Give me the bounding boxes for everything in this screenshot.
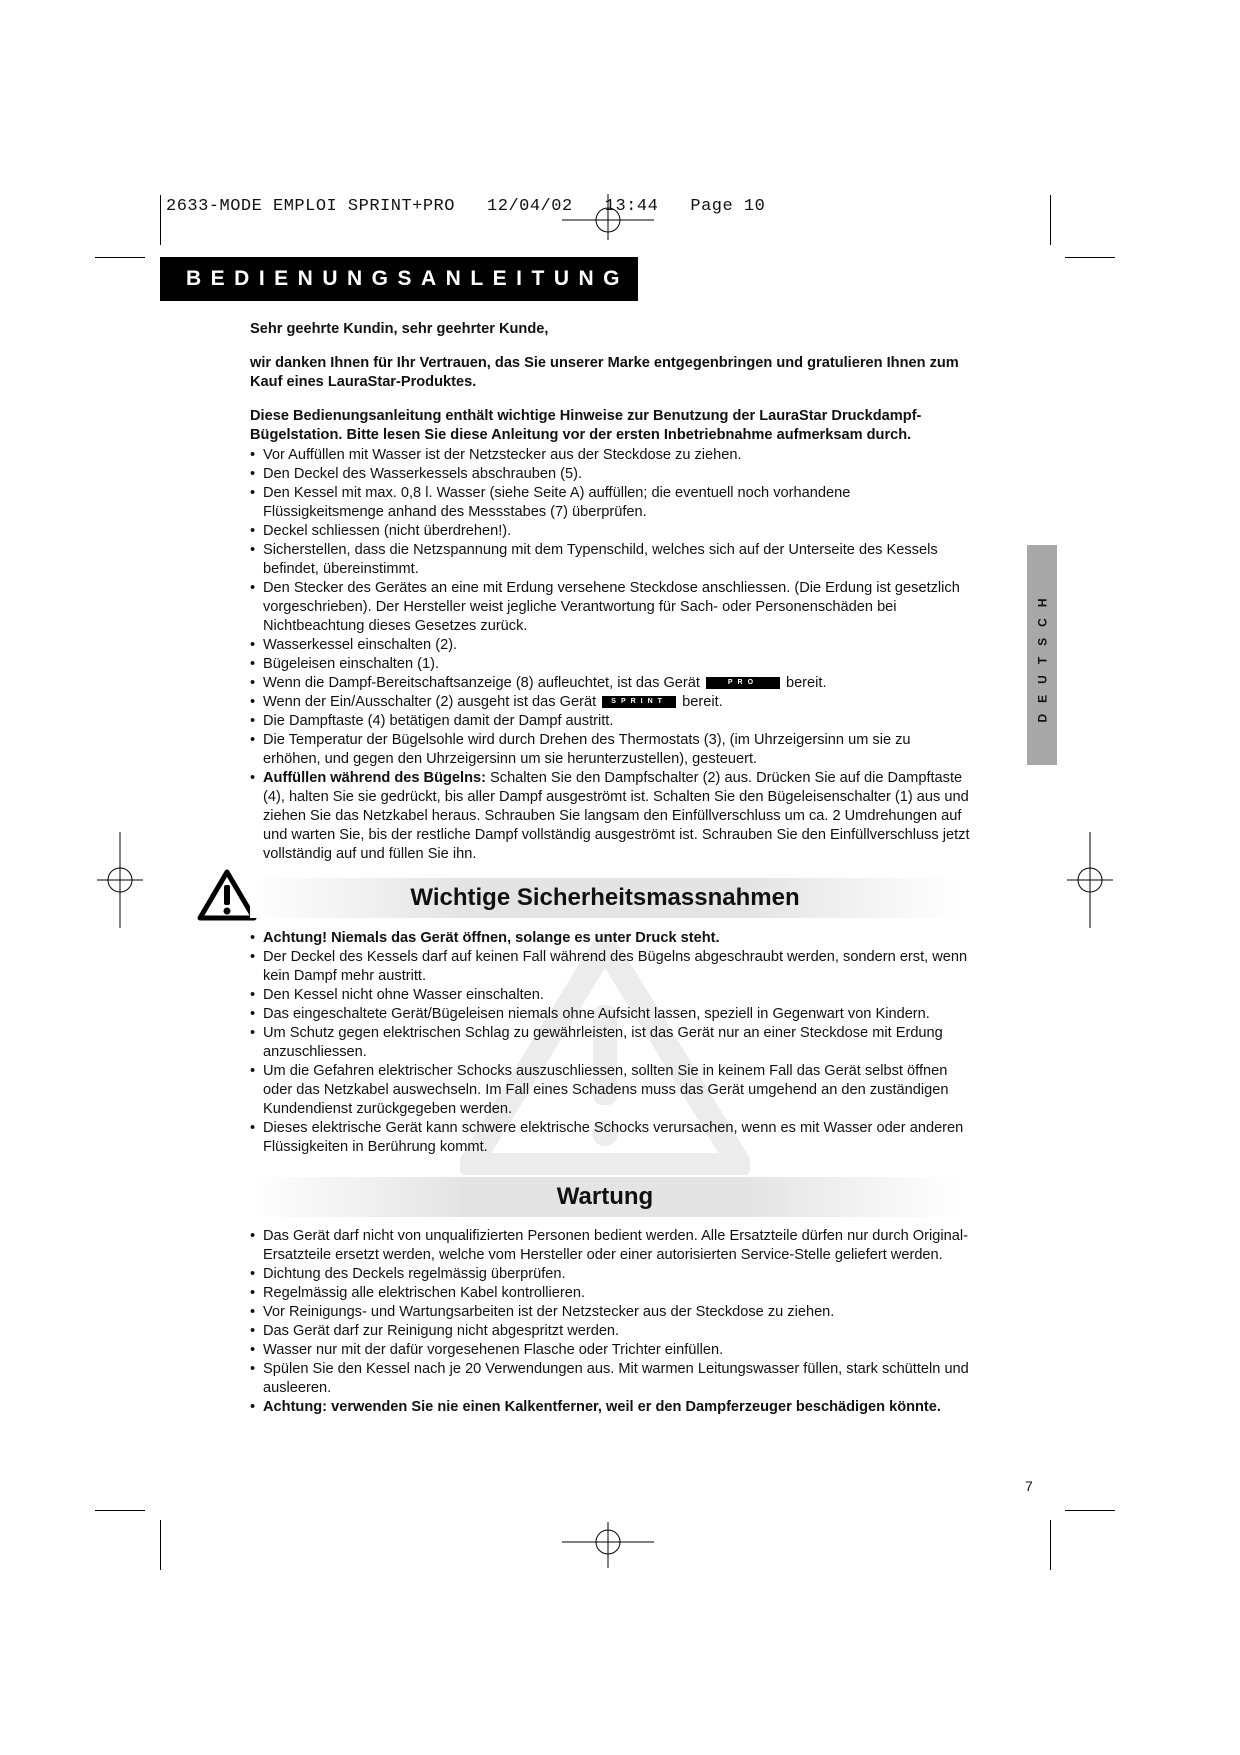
list-item: • Deckel schliessen (nicht überdrehen!).	[250, 522, 970, 541]
list-item: • Wasser nur mit der dafür vorgesehenen Flasche oder Trichter einfüllen.	[250, 1341, 970, 1360]
greeting: Sehr geehrte Kundin, sehr geehrter Kunde,	[250, 321, 549, 337]
list-item: • Sicherstellen, dass die Netzspannung mit dem Typenschild, welches sich auf der Unterseite des Kessels befindet, übereinstimmt.	[250, 541, 970, 579]
list-item	[250, 929, 970, 948]
warning-triangle-icon	[196, 868, 258, 922]
crop-mark-bottom-right-v	[1050, 1520, 1051, 1570]
maintenance-last-bold: Achtung: verwenden Sie nie einen Kalkentferner, weil er den Dampferzeuger beschädigen könnte.	[263, 1399, 941, 1415]
list-item: • Um Schutz gegen elektrischen Schlag zu gewährleisten, ist das Gerät nur an einer Steckdose mit Erdung anzuschliessen.	[250, 1024, 970, 1062]
list-item: • Den Stecker des Gerätes an eine mit Erdung versehene Steckdose anschliessen. (Die Erdung ist gesetzlich vorgeschrieben). Der Hersteller weist jegliche Verantwortung für Sach- oder Personenschäden bei Nichtbeachtung dieses Gesetzes zurück.	[250, 579, 970, 636]
refill-bold: Auffüllen während des Bügelns:	[263, 770, 486, 786]
intro-block	[250, 320, 970, 460]
sprint-line-after: bereit.	[682, 694, 723, 710]
page-title: BEDIENUNGSANLEITUNG	[160, 257, 638, 301]
crop-mark-top-left-h	[95, 257, 145, 258]
crop-mark-top-left-v	[160, 195, 161, 245]
pro-line-after: bereit.	[785, 675, 827, 691]
list-item: • Spülen Sie den Kessel nach je 20 Verwendungen aus. Mit warmen Leitungswasser füllen, stark schütteln und ausleeren.	[250, 1360, 970, 1398]
side-tab-label: DEUTSCH	[1035, 587, 1050, 723]
crop-mark-top-right-h	[1065, 257, 1115, 258]
maintenance-heading: Wartung	[250, 1177, 960, 1217]
list-item	[250, 1398, 970, 1417]
crop-mark-bottom-right-h	[1065, 1510, 1115, 1511]
list-item: • Vor Reinigungs- und Wartungsarbeiten ist der Netzstecker aus der Steckdose zu ziehen.	[250, 1303, 970, 1322]
pro-tag: PRO	[706, 677, 780, 689]
maintenance-block	[250, 1227, 970, 1417]
registration-mark-icon	[1065, 830, 1115, 930]
page-number: 7	[1025, 1478, 1033, 1494]
notice-text: Diese Bedienungsanleitung enthält wichtige Hinweise zur Benutzung der LauraStar Druckdampf-Bügelstation. Bitte lesen Sie diese Anleitung vor der ersten Inbetriebnahme aufmerksam durch.	[250, 408, 922, 443]
sprint-line-text: Wenn der Ein/Ausschalter (2) ausgeht ist das Gerät	[263, 694, 597, 710]
thanks-text: wir danken Ihnen für Ihr Vertrauen, das Sie unserer Marke entgegenbringen und gratulieren Ihnen zum Kauf eines LauraStar-Produktes.	[250, 355, 959, 390]
crop-mark-bottom-left-v	[160, 1520, 161, 1570]
list-item: • Bügeleisen einschalten (1).	[250, 655, 970, 674]
instructions-block	[250, 446, 970, 864]
sprint-tag: SPRINT	[602, 696, 676, 708]
list-item: • Den Kessel nicht ohne Wasser einschalten.	[250, 986, 970, 1005]
list-item: • Vor Auffüllen mit Wasser ist der Netzstecker aus der Steckdose zu ziehen.	[250, 446, 970, 465]
list-item: • Das Gerät darf zur Reinigung nicht abgespritzt werden.	[250, 1322, 970, 1341]
list-item: • Die Dampftaste (4) betätigen damit der Dampf austritt.	[250, 712, 970, 731]
list-item: • Die Temperatur der Bügelsohle wird durch Drehen des Thermostats (3), (im Uhrzeigersinn um sie zu erhöhen, und gegen den Uhrzeigersinn um sie herunterzustellen), gesteuert.	[250, 731, 970, 769]
safety-block	[250, 929, 970, 1157]
list-item: • Den Kessel mit max. 0,8 l. Wasser (siehe Seite A) auffüllen; die eventuell noch vorhandene Flüssigkeitsmenge anhand des Messstabes (7) überprüfen.	[250, 484, 970, 522]
safety-list	[250, 929, 970, 1157]
refill-text: Schalten Sie den Dampfschalter (2) aus. Drücken Sie auf die Dampftaste (4), halten Sie sie gedrückt, bis aller Dampf ausgeströmt ist. Schalten Sie den Bügeleisenschalter (1) aus und ziehen Sie das Netzkabel heraus. Schrauben Sie langsam den Einfüllverschluss um ca. 2 Umdrehungen auf und warten Sie, bis der restliche Dampf vollständig ausgeströmt ist. Schrauben Sie den Einfüllverschluss jetzt vollständig auf und füllen Sie ihn.	[263, 770, 970, 862]
list-item: • Um die Gefahren elektrischer Schocks auszuschliessen, sollten Sie in keinem Fall das Gerät selbst öffnen oder das Netzkabel auswechseln. Im Fall eines Schadens muss das Gerät umgehend an den zuständigen Kundendienst zurückgegeben werden.	[250, 1062, 970, 1119]
language-side-tab	[1027, 545, 1057, 765]
list-item: • Dichtung des Deckels regelmässig überprüfen.	[250, 1265, 970, 1284]
list-item	[250, 693, 970, 712]
list-item: • Regelmässig alle elektrischen Kabel kontrollieren.	[250, 1284, 970, 1303]
list-item	[250, 769, 970, 864]
crop-mark-bottom-left-h	[95, 1510, 145, 1511]
list-item: • Wasserkessel einschalten (2).	[250, 636, 970, 655]
safety-heading: Wichtige Sicherheitsmassnahmen	[250, 878, 960, 918]
list-item	[250, 674, 970, 693]
maintenance-list	[250, 1227, 970, 1417]
instructions-list	[250, 446, 970, 864]
list-item: • Das eingeschaltete Gerät/Bügeleisen niemals ohne Aufsicht lassen, speziell in Gegenwart von Kindern.	[250, 1005, 970, 1024]
list-item: • Der Deckel des Kessels darf auf keinen Fall während des Bügelns abgeschraubt werden, sondern erst, wenn kein Dampf mehr austritt.	[250, 948, 970, 986]
pro-line-text: Wenn die Dampf-Bereitschaftsanzeige (8) aufleuchtet, ist das Gerät	[263, 675, 700, 691]
safety-first-bold: Achtung! Niemals das Gerät öffnen, solange es unter Druck steht.	[263, 930, 720, 946]
list-item: • Den Deckel des Wasserkessels abschrauben (5).	[250, 465, 970, 484]
registration-mark-icon	[558, 1520, 658, 1570]
list-item: • Dieses elektrische Gerät kann schwere elektrische Schocks verursachen, wenn es mit Wasser oder anderen Flüssigkeiten in Berührung kommt.	[250, 1119, 970, 1157]
print-header: 2633-MODE EMPLOI SPRINT+PRO 12/04/02 13:44 Page 10	[166, 197, 766, 216]
registration-mark-icon	[95, 830, 145, 930]
crop-mark-top-right-v	[1050, 195, 1051, 245]
list-item: • Das Gerät darf nicht von unqualifizierten Personen bedient werden. Alle Ersatzteile dürfen nur durch Original-Ersatzteile ersetzt werden, welche vom Hersteller oder einer autorisierten Service-Stelle geliefert werden.	[250, 1227, 970, 1265]
